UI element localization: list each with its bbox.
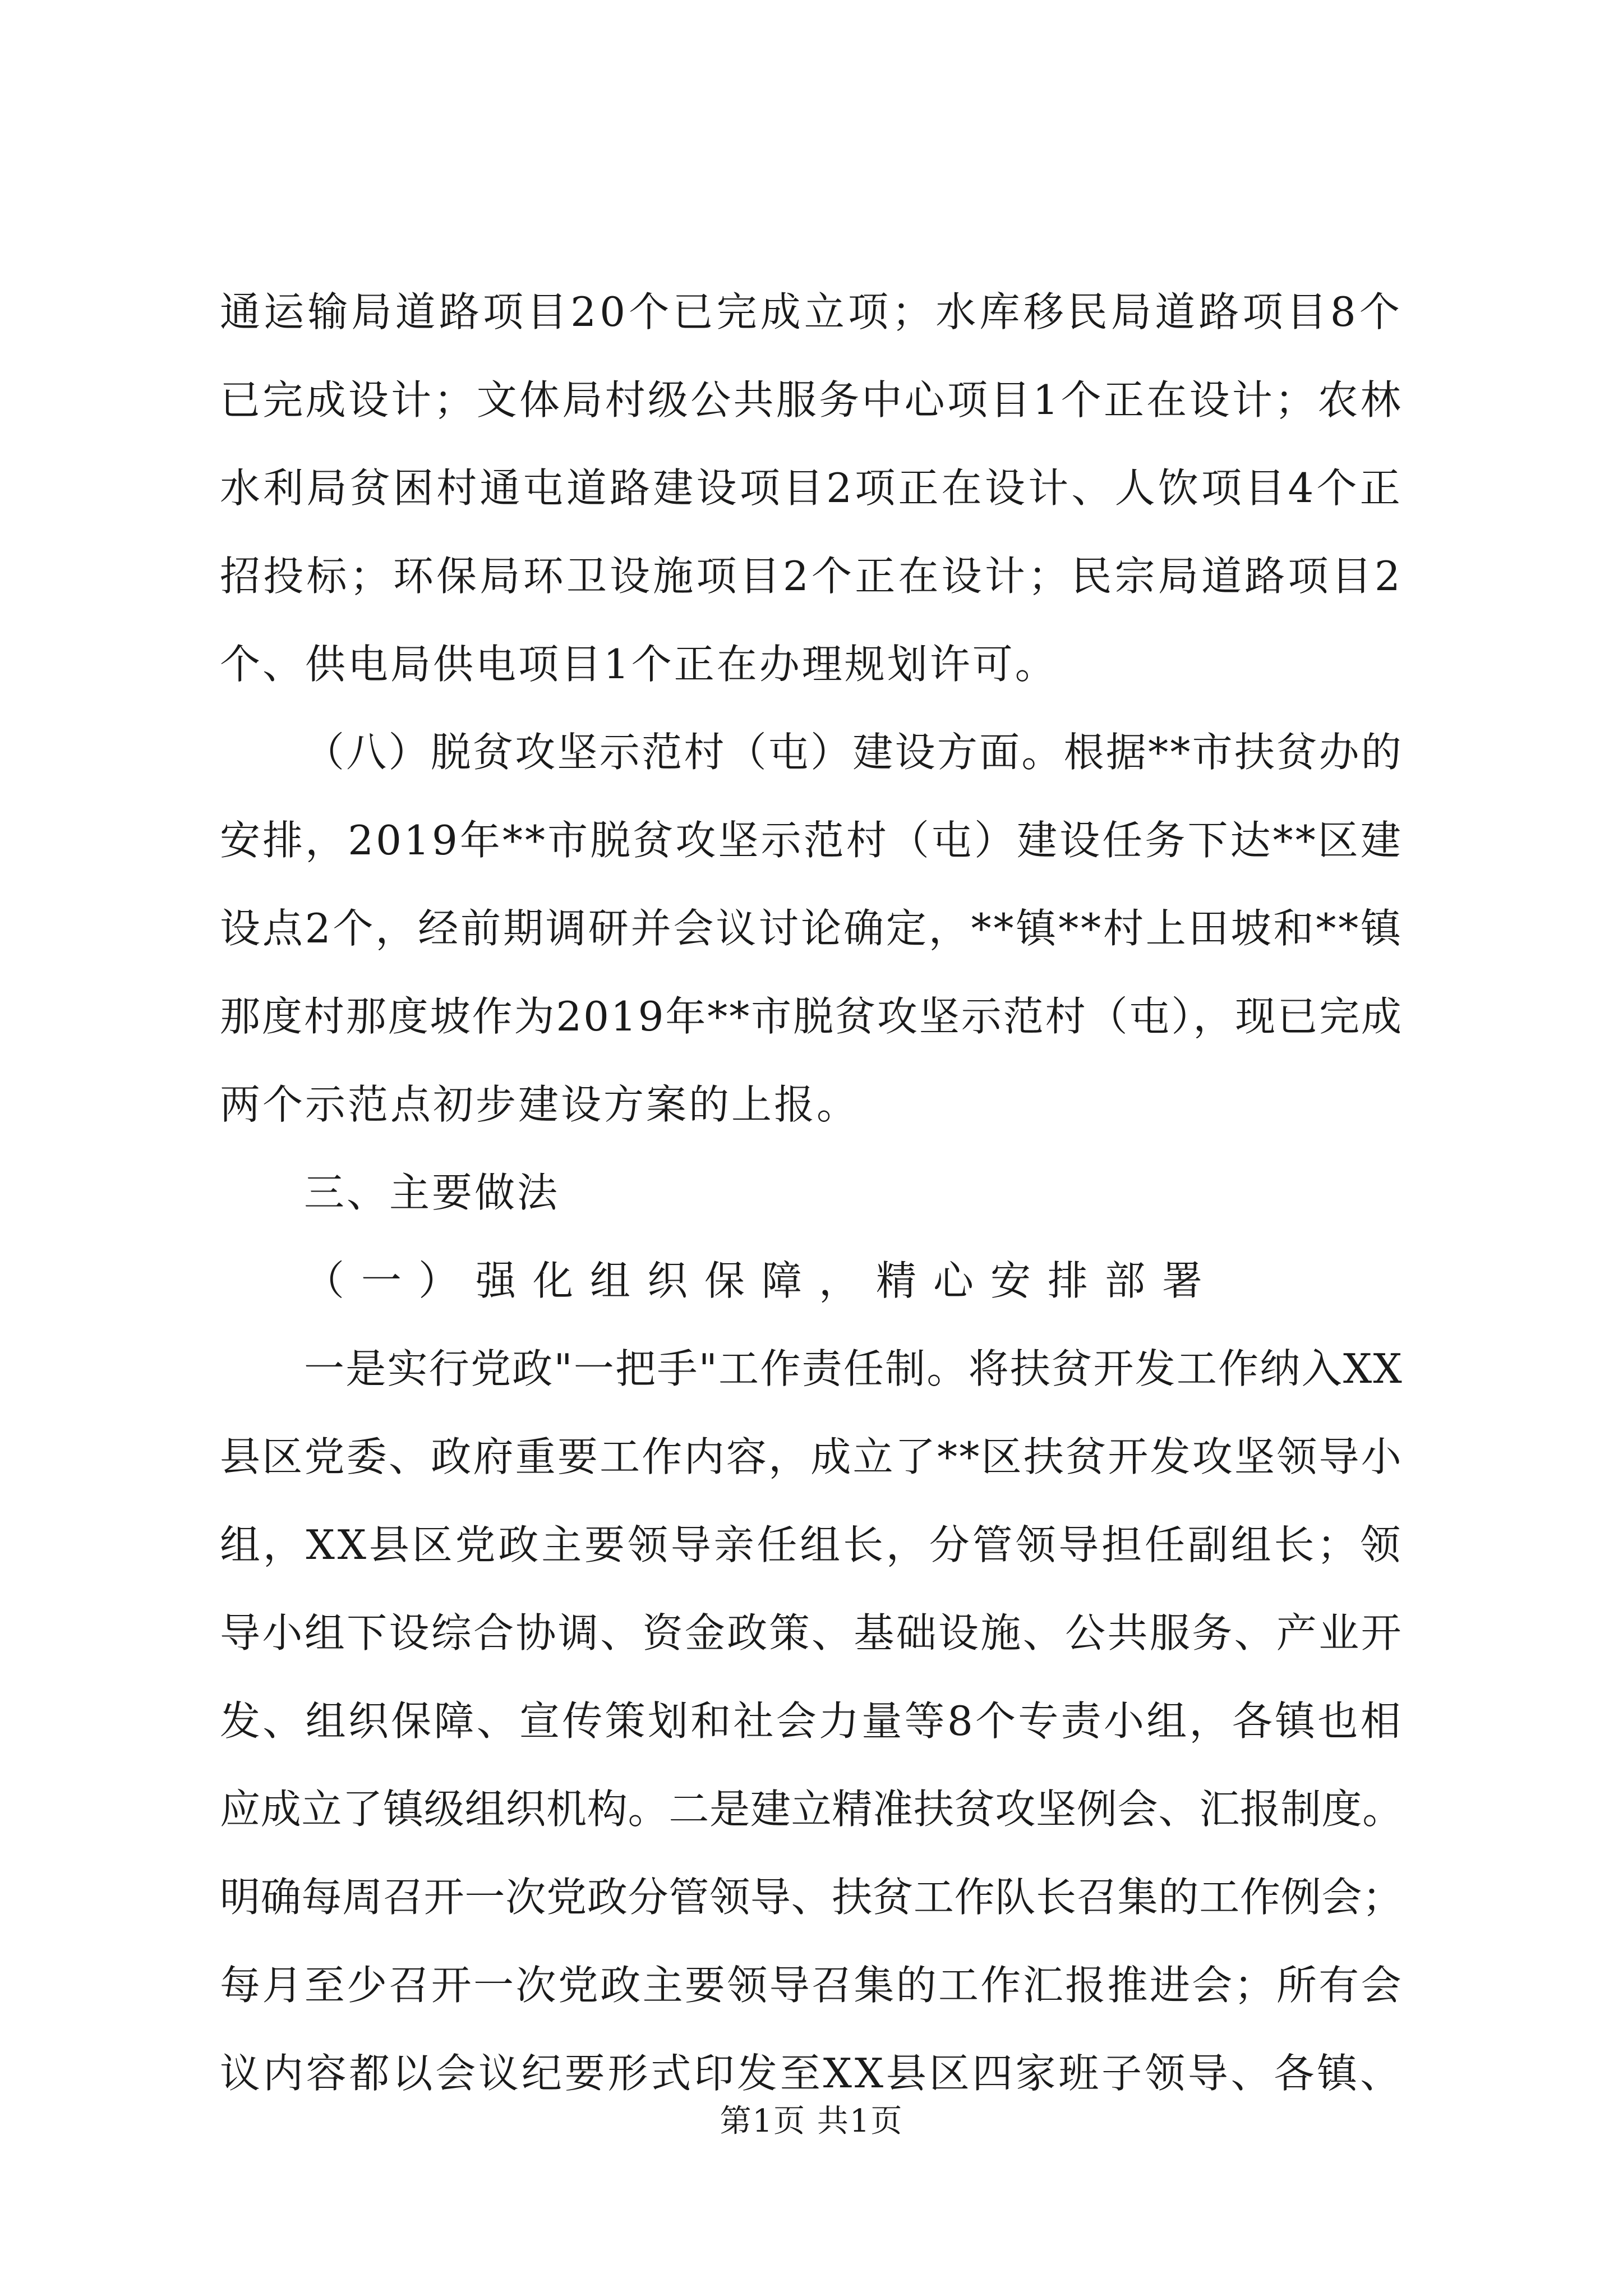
text-line: 水利局贫困村通屯道路建设项目2项正在设计、人饮项目4个正 [220,464,1403,512]
text-line: 设点2个，经前期调研并会议讨论确定，**镇**村上田坡和**镇 [220,905,1403,952]
text-line: 明确每周召开一次党政分管领导、扶贫工作队长召集的工作例会； [220,1874,1403,1921]
text-line: 那度村那度坡作为2019年**市脱贫攻坚示范村（屯），现已完成 [220,993,1403,1040]
text-line: 一是实行党政"一把手"工作责任制。将扶贫开发工作纳入XX [304,1345,1403,1392]
document-body [220,268,1403,2118]
text-line: 每月至少召开一次党政主要领导召集的工作汇报推进会；所有会 [220,1962,1403,2009]
text-line: 安排，2019年**市脱贫攻坚示范村（屯）建设任务下达**区建 [220,817,1403,864]
text-line: （八）脱贫攻坚示范村（屯）建设方面。根据**市扶贫办的 [304,729,1403,776]
text-line: 三、主要做法 [304,1169,560,1216]
text-line: 已完成设计；文体局村级公共服务中心项目1个正在设计；农林 [220,376,1403,424]
text-line: 县区党委、政府重要工作内容，成立了**区扶贫开发攻坚领导小 [220,1433,1403,1480]
text-line: 应成立了镇级组织机构。二是建立精准扶贫攻坚例会、汇报制度。 [220,1786,1403,1833]
text-line: 议内容都以会议纪要形式印发至XX县区四家班子领导、各镇、 [220,2050,1403,2097]
text-line: 通运输局道路项目20个已完成立项；水库移民局道路项目8个 [220,288,1403,335]
text-line: 招投标；环保局环卫设施项目2个正在设计；民宗局道路项目2 [220,553,1403,600]
page-footer: 第1页 共1页 [720,2103,903,2139]
text-line: （一）强化组织保障，精心安排部署 [304,1257,1220,1304]
text-line: 发、组织保障、宣传策划和社会力量等8个专责小组，各镇也相 [220,1697,1403,1745]
text-line: 组，XX县区党政主要领导亲任组长，分管领导担任副组长；领 [220,1521,1403,1568]
text-line: 导小组下设综合协调、资金政策、基础设施、公共服务、产业开 [220,1609,1403,1657]
text-line: 个、供电局供电项目1个正在办理规划许可。 [220,641,1058,688]
text-line: 两个示范点初步建设方案的上报。 [220,1081,860,1128]
